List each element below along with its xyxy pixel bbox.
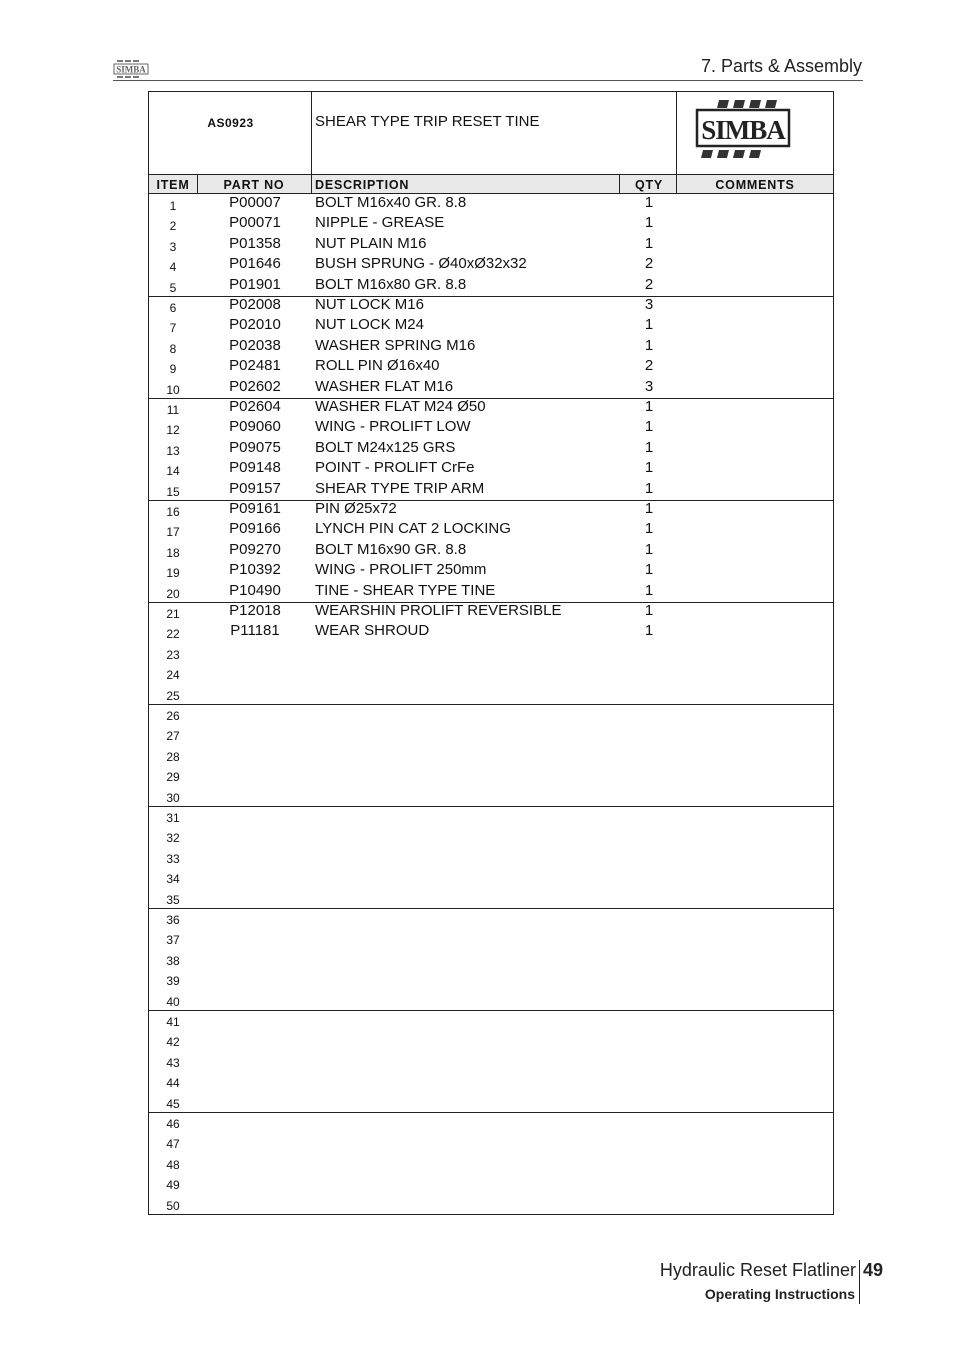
part-description: BUSH SPRUNG - Ø40xØ32x32 — [315, 255, 527, 273]
table-row — [149, 826, 833, 846]
table-row — [149, 724, 833, 744]
part-number: P02010 — [229, 316, 281, 334]
table-row — [149, 398, 833, 418]
part-number: P09148 — [229, 459, 281, 477]
table-row — [149, 378, 833, 398]
part-description: LYNCH PIN CAT 2 LOCKING — [315, 520, 511, 538]
quantity: 1 — [644, 540, 654, 558]
part-number: P09075 — [229, 438, 281, 456]
simba-small-logo — [113, 59, 149, 79]
table-row — [149, 459, 833, 479]
item-number: 26 — [166, 709, 180, 723]
quantity: 1 — [644, 622, 654, 640]
table-row — [149, 969, 833, 989]
item-number: 19 — [166, 566, 180, 581]
table-row — [149, 500, 833, 520]
simba-logo — [693, 98, 793, 164]
item-number: 4 — [169, 260, 177, 275]
quantity: 1 — [644, 234, 654, 252]
quantity: 3 — [644, 377, 654, 395]
table-row — [149, 928, 833, 948]
quantity: 1 — [644, 316, 654, 334]
table-row — [149, 520, 833, 540]
part-description: ROLL PIN Ø16x40 — [315, 357, 440, 375]
item-number: 35 — [166, 892, 180, 907]
part-description: WASHER FLAT M24 Ø50 — [315, 398, 486, 415]
table-row — [149, 561, 833, 581]
item-number: 16 — [166, 505, 180, 519]
part-description: BOLT M16x80 GR. 8.8 — [315, 275, 467, 293]
item-number: 14 — [166, 464, 180, 479]
item-number: 22 — [166, 627, 180, 642]
item-number: 36 — [166, 913, 180, 927]
svg-text:SIMBA: SIMBA — [701, 115, 785, 145]
section-title: 7. Parts & Assembly — [700, 56, 862, 76]
item-number: 24 — [166, 668, 180, 683]
quantity: 1 — [644, 500, 654, 517]
item-number: 13 — [166, 443, 180, 458]
table-row — [149, 786, 833, 806]
table-row — [149, 704, 833, 724]
item-number: 12 — [166, 423, 180, 438]
item-number: 50 — [166, 1198, 180, 1213]
table-row — [149, 1112, 833, 1132]
part-number: P02038 — [229, 336, 281, 354]
part-description: NUT LOCK M16 — [315, 296, 424, 313]
quantity: 1 — [644, 602, 654, 619]
part-number: P00071 — [229, 214, 281, 232]
item-number: 41 — [166, 1015, 180, 1029]
hdr-divider-3 — [619, 175, 620, 193]
part-number: P10490 — [229, 581, 281, 599]
table-row — [149, 867, 833, 887]
part-number: P01901 — [229, 275, 281, 293]
part-number: P09270 — [229, 540, 281, 558]
quantity: 2 — [644, 255, 654, 273]
item-number: 39 — [166, 974, 180, 989]
item-number: 21 — [166, 607, 180, 621]
table-row — [149, 1030, 833, 1050]
part-description: NUT PLAIN M16 — [315, 234, 427, 252]
quantity: 1 — [644, 336, 654, 354]
table-row — [149, 480, 833, 500]
table-row — [149, 1010, 833, 1030]
item-number: 45 — [166, 1096, 180, 1111]
quantity: 1 — [644, 581, 654, 599]
item-number: 43 — [166, 1055, 180, 1070]
quantity: 1 — [644, 459, 654, 477]
col-description: DESCRIPTION — [315, 178, 410, 192]
table-row — [149, 296, 833, 316]
item-number: 46 — [166, 1117, 180, 1131]
table-row — [149, 622, 833, 642]
table-row — [149, 1153, 833, 1173]
col-item: ITEM — [156, 178, 190, 192]
item-number: 18 — [166, 545, 180, 560]
table-row — [149, 1173, 833, 1193]
hdr-divider-1 — [197, 175, 198, 193]
part-description: WASHER SPRING M16 — [315, 336, 476, 354]
hdr-divider-2 — [311, 175, 312, 193]
part-description: NIPPLE - GREASE — [315, 214, 445, 232]
item-number: 20 — [166, 586, 180, 601]
table-row — [149, 439, 833, 459]
quantity: 1 — [644, 398, 654, 415]
table-row — [149, 888, 833, 908]
col-qty: QTY — [634, 178, 664, 192]
table-row — [149, 194, 833, 214]
item-number: 11 — [166, 403, 180, 417]
item-number: 40 — [166, 994, 180, 1009]
quantity: 1 — [644, 561, 654, 579]
item-number: 30 — [166, 790, 180, 805]
part-number: P02481 — [229, 357, 281, 375]
part-number: P02602 — [229, 377, 281, 395]
footer-subtitle: Operating Instructions — [704, 1286, 855, 1302]
part-description: WING - PROLIFT LOW — [315, 418, 471, 436]
item-number: 28 — [166, 749, 180, 764]
item-number: 42 — [166, 1035, 180, 1050]
item-number: 37 — [166, 933, 180, 948]
column-header-row — [149, 174, 833, 194]
table-row — [149, 806, 833, 826]
assembly-title-block — [149, 92, 833, 174]
table-row — [149, 418, 833, 438]
item-number: 17 — [166, 525, 180, 540]
part-description: WASHER FLAT M16 — [315, 377, 454, 395]
parts-sheet — [148, 91, 834, 1215]
item-number: 38 — [166, 953, 180, 968]
part-number: P09060 — [229, 418, 281, 436]
item-number: 33 — [166, 851, 180, 866]
item-number: 32 — [166, 831, 180, 846]
item-number: 48 — [166, 1157, 180, 1172]
part-description: WEARSHIN PROLIFT REVERSIBLE — [315, 602, 562, 619]
table-row — [149, 1092, 833, 1112]
part-number: P12018 — [229, 602, 281, 619]
quantity: 1 — [644, 479, 654, 497]
item-number: 3 — [169, 239, 177, 254]
part-number: P11181 — [230, 622, 280, 640]
table-row — [149, 745, 833, 765]
quantity: 1 — [644, 438, 654, 456]
table-row — [149, 357, 833, 377]
table-row — [149, 1071, 833, 1091]
item-number: 47 — [166, 1137, 180, 1152]
item-number: 8 — [169, 341, 177, 356]
part-description: BOLT M16x90 GR. 8.8 — [315, 540, 467, 558]
part-number: P09157 — [229, 479, 281, 497]
quantity: 1 — [644, 214, 654, 232]
item-number: 23 — [166, 647, 180, 662]
part-description: WING - PROLIFT 250mm — [315, 561, 487, 579]
footer-title: Hydraulic Reset Flatliner — [659, 1260, 856, 1280]
part-number: P00007 — [229, 194, 281, 211]
quantity: 1 — [644, 194, 654, 211]
title-divider-left — [311, 92, 312, 174]
quantity: 2 — [644, 357, 654, 375]
part-description: SHEAR TYPE TRIP ARM — [315, 479, 485, 497]
part-description: TINE - SHEAR TYPE TINE — [315, 581, 496, 599]
table-row — [149, 663, 833, 683]
hdr-divider-4 — [676, 175, 677, 193]
part-description: BOLT M24x125 GRS — [315, 438, 456, 456]
col-part-no: PART NO — [223, 178, 285, 192]
item-number: 6 — [169, 301, 177, 315]
part-description: NUT LOCK M24 — [315, 316, 424, 334]
part-number: P02604 — [229, 398, 281, 415]
assembly-description: SHEAR TYPE TRIP RESET TINE — [315, 113, 540, 130]
part-number: P09166 — [229, 520, 281, 538]
table-row — [149, 684, 833, 704]
table-row — [149, 337, 833, 357]
item-number: 9 — [169, 362, 177, 377]
title-divider-right — [676, 92, 677, 174]
table-row — [149, 316, 833, 336]
part-number: P10392 — [229, 561, 281, 579]
part-description: PIN Ø25x72 — [315, 500, 397, 517]
page-number: 49 — [863, 1260, 884, 1280]
part-number: P02008 — [229, 296, 281, 313]
item-number: 2 — [169, 219, 177, 234]
item-number: 49 — [166, 1178, 180, 1193]
table-row — [149, 1194, 833, 1214]
table-row — [149, 949, 833, 969]
table-row — [149, 582, 833, 602]
footer-divider — [859, 1260, 860, 1304]
part-number: P01646 — [229, 255, 281, 273]
header-divider — [113, 80, 863, 81]
part-description: WEAR SHROUD — [315, 622, 430, 640]
item-number: 10 — [166, 382, 180, 397]
item-number: 25 — [166, 688, 180, 703]
item-number: 1 — [169, 199, 177, 213]
item-number: 7 — [169, 321, 177, 336]
table-row — [149, 214, 833, 234]
quantity: 1 — [644, 418, 654, 436]
table-row — [149, 602, 833, 622]
item-number: 44 — [166, 1076, 180, 1091]
table-row — [149, 643, 833, 663]
table-row — [149, 1051, 833, 1071]
col-comments: COMMENTS — [715, 178, 795, 192]
table-row — [149, 765, 833, 785]
table-row — [149, 235, 833, 255]
table-row — [149, 990, 833, 1010]
table-row — [149, 255, 833, 275]
table-row — [149, 1132, 833, 1152]
quantity: 2 — [644, 275, 654, 293]
item-number: 34 — [166, 872, 180, 887]
svg-text:SIMBA: SIMBA — [116, 64, 146, 75]
item-number: 29 — [166, 770, 180, 785]
part-description: POINT - PROLIFT CrFe — [315, 459, 475, 477]
item-number: 15 — [166, 484, 180, 499]
assembly-code: AS0923 — [207, 116, 254, 130]
quantity: 3 — [644, 296, 654, 313]
table-row — [149, 276, 833, 296]
table-row — [149, 847, 833, 867]
quantity: 1 — [644, 520, 654, 538]
table-row — [149, 541, 833, 561]
item-number: 27 — [166, 729, 180, 744]
item-number: 31 — [166, 811, 180, 825]
item-number: 5 — [169, 280, 177, 295]
part-number: P09161 — [229, 500, 281, 517]
part-number: P01358 — [229, 234, 281, 252]
part-description: BOLT M16x40 GR. 8.8 — [315, 194, 467, 211]
table-row — [149, 908, 833, 928]
